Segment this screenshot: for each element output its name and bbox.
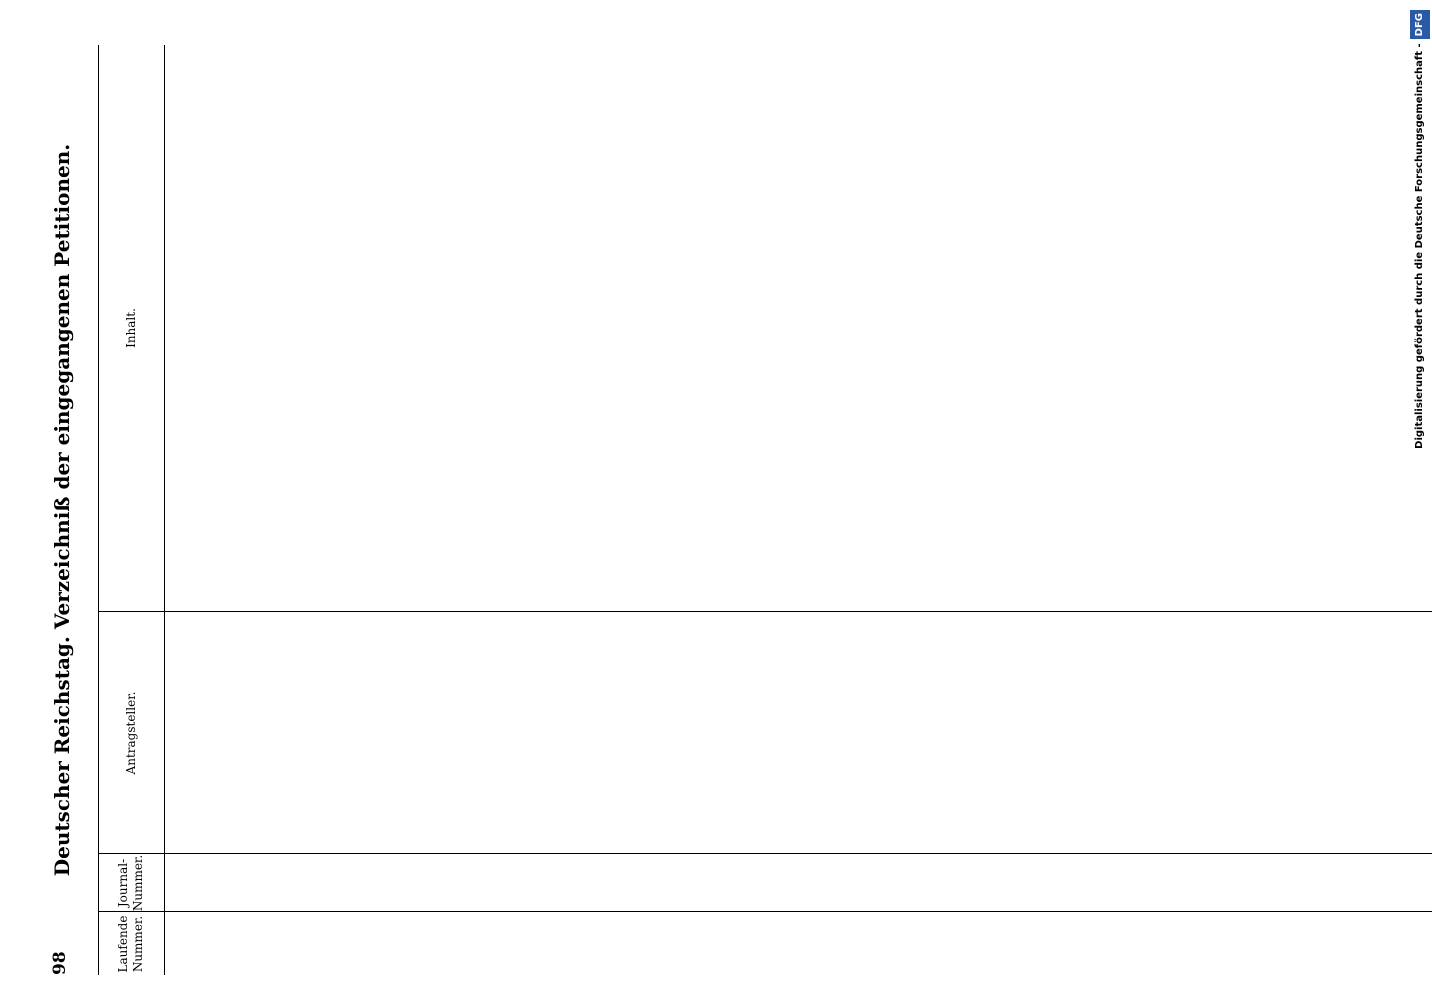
- dfg-logo: DFG: [1410, 10, 1430, 39]
- page-number: 98: [50, 951, 70, 975]
- column-header-journal: Journal-Nummer.: [116, 854, 145, 912]
- header-bottom-rule: [164, 45, 165, 975]
- watermark-text: Digitalisierung gefördert durch die Deutsche Forschungsgemeinschaft -: [1414, 43, 1425, 449]
- rotated-page: [50, 45, 1432, 975]
- page-header: Deutscher Reichstag. Verzeichniß der eingegangenen Petitionen.: [50, 143, 74, 877]
- column-header-lfd: Laufende Nummer.: [116, 915, 145, 973]
- column-header-antragsteller: Antragsteller.: [123, 691, 138, 775]
- column-divider: [98, 911, 1432, 912]
- table-top-rule: [98, 45, 99, 975]
- column-header-inhalt: Inhalt.: [123, 308, 138, 348]
- column-divider: [98, 853, 1432, 854]
- watermark: [1410, 10, 1430, 990]
- column-divider: [98, 611, 1432, 612]
